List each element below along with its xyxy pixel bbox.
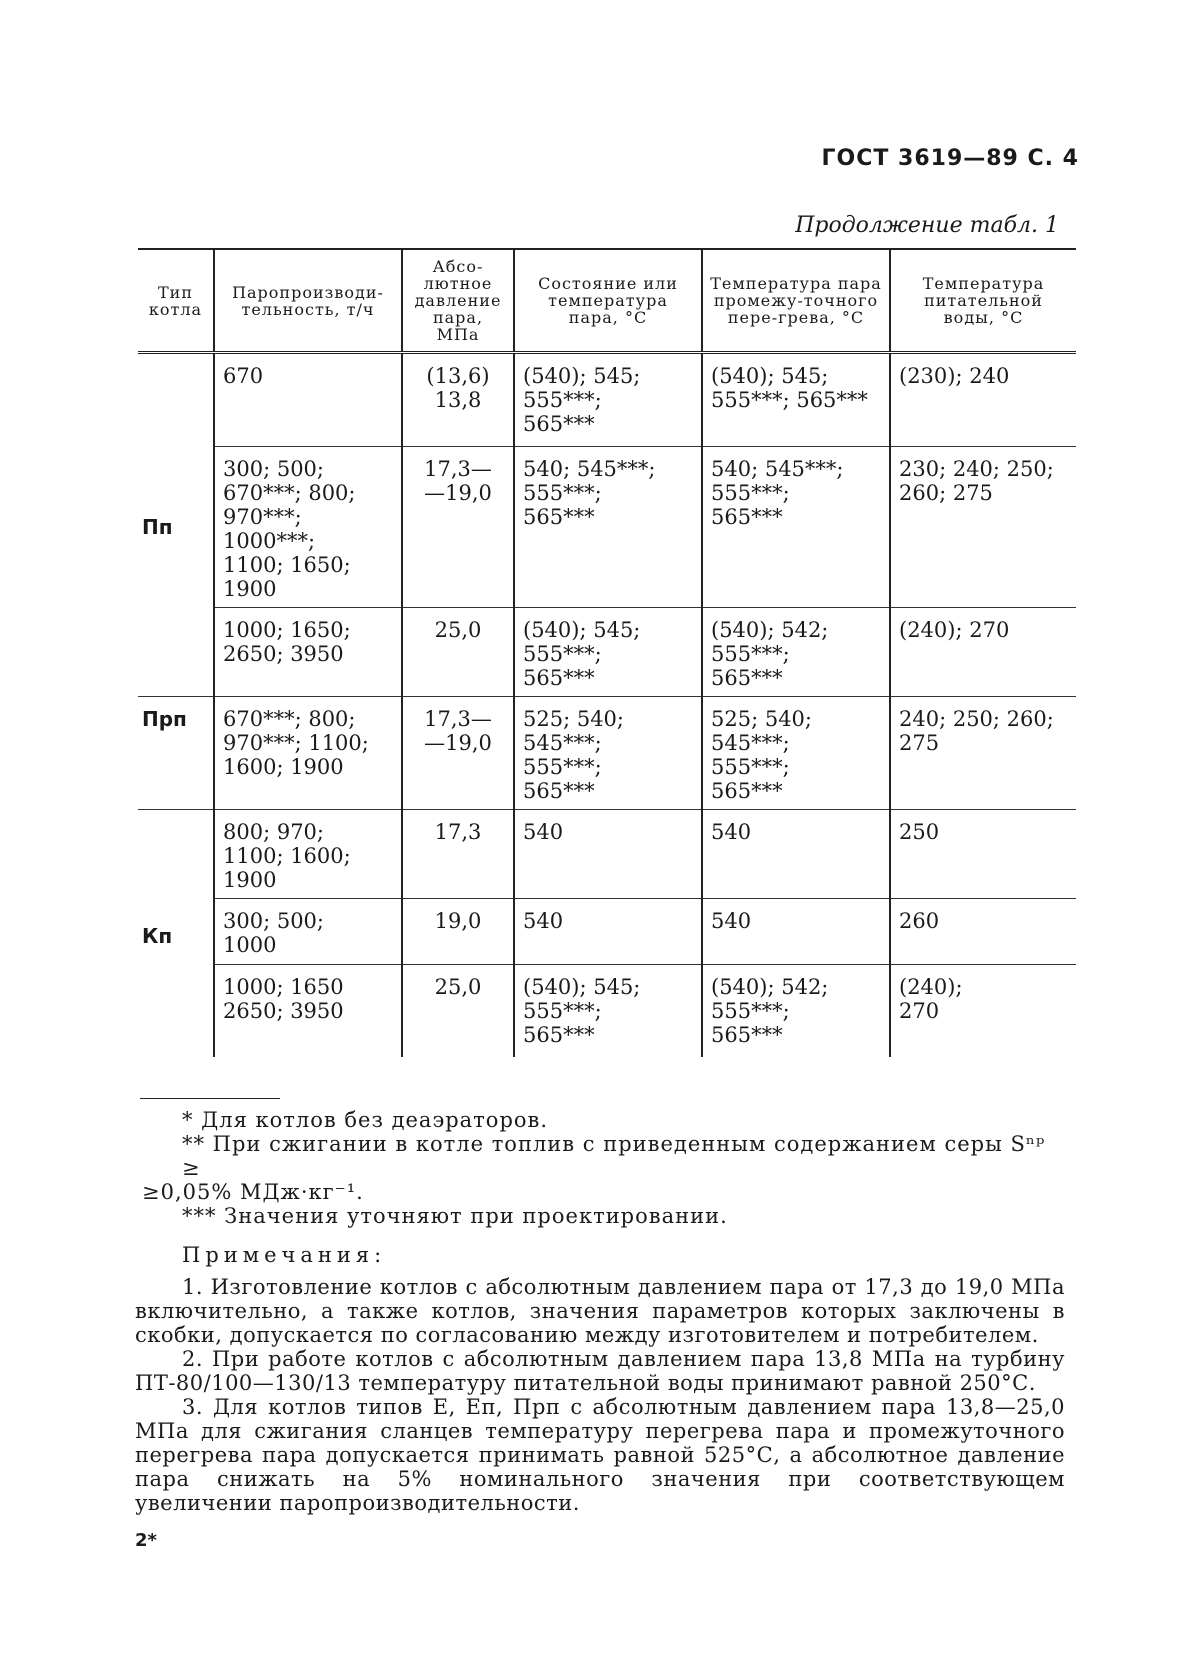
table-continuation-label: Продолжение табл. 1 xyxy=(795,213,1059,238)
header-steam-temperature: Состояние или температура пара, °С xyxy=(514,249,702,353)
table-cell: 540 xyxy=(514,899,702,965)
table-cell: 25,0 xyxy=(402,965,514,1058)
note-item: 2. При работе котлов с абсолютным давлением пара 13,8 МПа на турбину ПТ-80/100—130/13 температуру питательной воды принимают равной 250°С. xyxy=(135,1347,1065,1395)
header-feedwater-temperature: Температура питательной воды, °С xyxy=(890,249,1076,353)
footnote: * Для котлов без деаэраторов. xyxy=(182,1108,549,1132)
table-cell: 250 xyxy=(890,810,1076,899)
footnote: *** Значения уточняют при проектировании. xyxy=(182,1204,728,1228)
table-row xyxy=(138,353,1076,447)
table-cell: 525; 540; 545***; 555***; 565*** xyxy=(702,697,890,810)
table-row xyxy=(138,810,1076,899)
table-cell: (540); 542; 555***; 565*** xyxy=(702,965,890,1058)
note-item: 1. Изготовление котлов с абсолютным давлением пара от 17,3 до 19,0 МПа включительно, а также котлов, значения параметров которых заключены в скобки, допускается по согласованию между изготовителем и потребителем. xyxy=(135,1275,1065,1347)
table-cell: (540); 545; 555***; 565*** xyxy=(514,353,702,447)
table-cell: 540; 545***; 555***; 565*** xyxy=(514,447,702,608)
table-cell: 17,3— —19,0 xyxy=(402,697,514,810)
table-cell: (13,6) 13,8 xyxy=(402,353,514,447)
boiler-type-cell: Прп xyxy=(138,697,214,810)
table-cell: 540 xyxy=(514,810,702,899)
table-cell: 525; 540; 545***; 555***; 565*** xyxy=(514,697,702,810)
header-reheat-temperature: Температура пара промежу-точного пере-грева, °С xyxy=(702,249,890,353)
notes-section xyxy=(135,1243,1065,1515)
table-cell: 17,3— —19,0 xyxy=(402,447,514,608)
table-cell: 670***; 800; 970***; 1100; 1600; 1900 xyxy=(214,697,402,810)
table-row xyxy=(138,447,1076,608)
note-item: 3. Для котлов типов Е, Еп, Прп с абсолютным давлением пара 13,8—25,0 МПа для сжигания сланцев температуру перегрева пара и промежуточного перегрева пара допускается принимать равной 525°С, а абсолютное давление пара снижать на 5% номинального значения при соответствующем увеличении паропроизводительности. xyxy=(135,1395,1065,1515)
table-cell: (540); 545; 555***; 565*** xyxy=(514,608,702,697)
table-cell: 230; 240; 250; 260; 275 xyxy=(890,447,1076,608)
footnotes xyxy=(142,1108,1062,1228)
table-cell: 800; 970; 1100; 1600; 1900 xyxy=(214,810,402,899)
table-cell: (240); 270 xyxy=(890,965,1076,1058)
table-cell: (240); 270 xyxy=(890,608,1076,697)
page-mark: 2* xyxy=(135,1530,157,1551)
table-cell: 17,3 xyxy=(402,810,514,899)
table-cell: 1000; 1650; 2650; 3950 xyxy=(214,608,402,697)
table-cell: 540 xyxy=(702,899,890,965)
table-cell: 240; 250; 260; 275 xyxy=(890,697,1076,810)
header-boiler-type: Тип котла xyxy=(138,249,214,353)
boiler-parameters-table xyxy=(138,248,1076,1057)
table-cell: 260 xyxy=(890,899,1076,965)
table-cell: 300; 500; 670***; 800; 970***; 1000***; 1100; 1650; 1900 xyxy=(214,447,402,608)
footnote-divider xyxy=(140,1098,280,1099)
table-cell: (540); 542; 555***; 565*** xyxy=(702,608,890,697)
table-cell: (230); 240 xyxy=(890,353,1076,447)
table-cell: (540); 545; 555***; 565*** xyxy=(702,353,890,447)
boiler-type-cell: Пп xyxy=(138,353,214,697)
table-row xyxy=(138,965,1076,1058)
table-cell: 25,0 xyxy=(402,608,514,697)
table-header-row xyxy=(138,249,1076,353)
document-reference: ГОСТ 3619—89 С. 4 xyxy=(821,146,1079,171)
table-cell: 300; 500; 1000 xyxy=(214,899,402,965)
table-row xyxy=(138,697,1076,810)
table-cell: 540; 545***; 555***; 565*** xyxy=(702,447,890,608)
footnote: ≥0,05% МДж·кг⁻¹. xyxy=(142,1180,364,1204)
table-row xyxy=(138,608,1076,697)
boiler-type-cell: Кп xyxy=(138,810,214,1058)
table-cell: 19,0 xyxy=(402,899,514,965)
footnote: ** При сжигании в котле топлив с приведенным содержанием серы Sⁿᵖ ≥ xyxy=(182,1132,1046,1180)
header-steam-capacity: Паропроизводи-тельность, т/ч xyxy=(214,249,402,353)
header-absolute-pressure: Абсо-лютное давление пара, МПа xyxy=(402,249,514,353)
table-cell: 670 xyxy=(214,353,402,447)
notes-title: Примечания: xyxy=(182,1243,387,1267)
table-cell: 1000; 1650 2650; 3950 xyxy=(214,965,402,1058)
table-cell: 540 xyxy=(702,810,890,899)
table-cell: (540); 545; 555***; 565*** xyxy=(514,965,702,1058)
table-row xyxy=(138,899,1076,965)
